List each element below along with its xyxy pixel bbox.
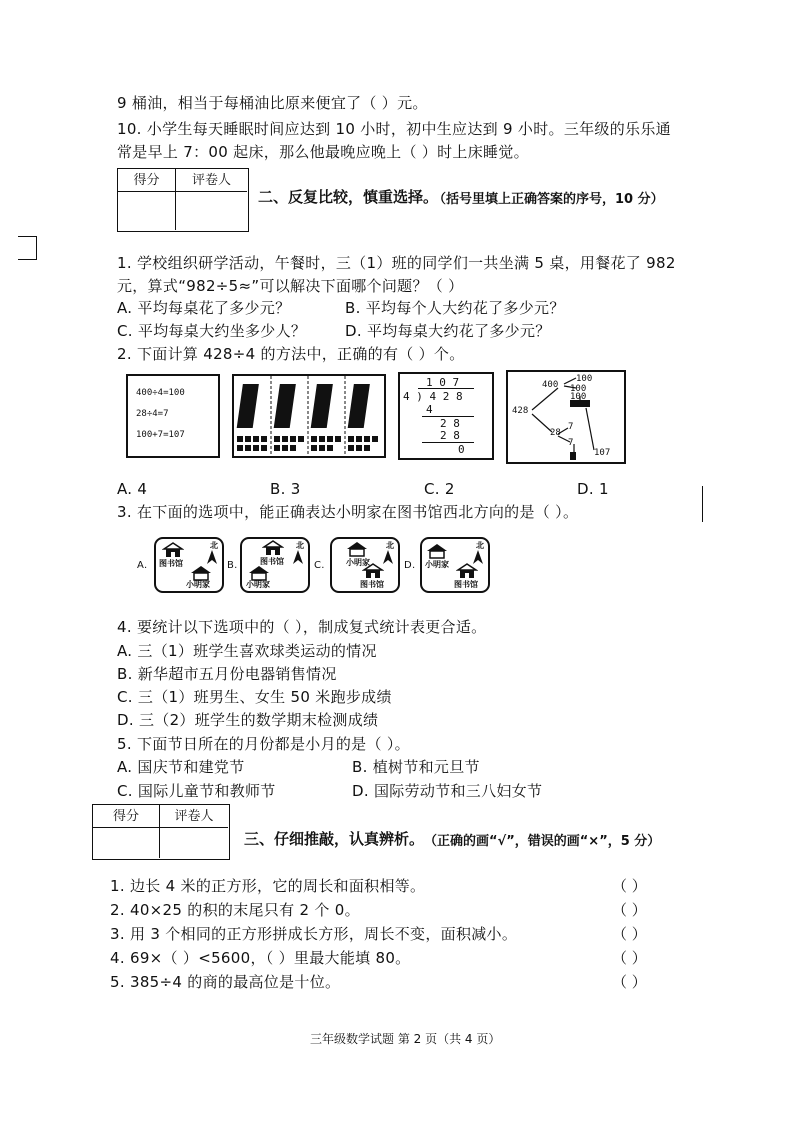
answer-paren-3[interactable]: （ ） (612, 925, 647, 943)
map-option-d[interactable] (420, 537, 490, 593)
box1-line-1: 400÷4=100 (136, 388, 185, 398)
q10-line-2: 常是早上 7：00 起床，那么他最晚应晚上（ ）时上床睡觉。 (117, 143, 529, 161)
division-line-2 (422, 442, 474, 443)
north-label: 北 (386, 541, 394, 550)
north-arrow-icon (293, 550, 303, 564)
score-field[interactable] (93, 828, 160, 858)
q1-option-c: C. 平均每桌大约坐多少人？ (117, 322, 307, 340)
q2-option-b: B. 3 (270, 480, 301, 498)
judge-item-4: 4. 69×（ ）<5600，（ ）里最大能填 80。 (110, 949, 411, 967)
page-footer: 三年级数学试题 第 2 页（共 4 页） (310, 1032, 501, 1046)
tree-100-b: 100 (570, 384, 587, 394)
q1-line-1: 1. 学校组织研学活动，午餐时，三（1）班的同学们一共坐满 5 桌，用餐花了 982 (117, 254, 676, 272)
grader-header: 评卷人 (160, 805, 228, 828)
tree-7-b: 7 (568, 438, 574, 448)
binding-mark (18, 236, 37, 260)
box1-line-2: 28÷4=7 (136, 409, 169, 419)
library-label: 图书馆 (159, 559, 183, 568)
q1-option-a: A. 平均每桌花了多少元？ (117, 299, 291, 317)
north-label: 北 (296, 541, 304, 550)
q2-option-a: A. 4 (117, 480, 148, 498)
box1-line-3: 100+7=107 (136, 430, 185, 440)
q2-option-c: C. 2 (424, 480, 455, 498)
division-step-1: 4 (426, 403, 433, 416)
library-building-icon (362, 563, 384, 579)
q4-option-c: C. 三（1）班男生、女生 50 米跑步成绩 (117, 688, 392, 706)
home-label: 小明家 (346, 558, 370, 567)
library-label: 图书馆 (360, 580, 384, 589)
q3-letter-a: A. (137, 560, 148, 571)
north-label: 北 (476, 541, 484, 550)
method-box-1 (126, 374, 220, 458)
q5-stem: 5. 下面节日所在的月份都是小月的是（ ）。 (117, 735, 410, 753)
answer-paren-5[interactable]: （ ） (612, 973, 647, 991)
method-box-3 (398, 372, 494, 460)
q4-option-d: D. 三（2）班学生的数学期末检测成绩 (117, 711, 379, 729)
home-house-icon (346, 541, 368, 557)
q1-option-b: B. 平均每个人大约花了多少元？ (345, 299, 565, 317)
home-label: 小明家 (186, 580, 210, 589)
score-field[interactable] (118, 192, 176, 230)
judge-item-3: 3. 用 3 个相同的正方形拼成长方形，周长不变，面积减小。 (110, 925, 518, 943)
base-ten-blocks-icon (234, 376, 384, 456)
q5-option-d: D. 国际劳动节和三八妇女节 (352, 782, 543, 800)
q2-stem: 2. 下面计算 428÷4 的方法中，正确的有（ ）个。 (117, 345, 465, 363)
map-option-c[interactable] (330, 537, 400, 593)
q3-letter-d: D. (404, 560, 416, 571)
tree-428: 428 (512, 406, 529, 416)
q5-option-b: B. 植树节和元旦节 (352, 758, 480, 776)
section3-note: （正确的画“√”，错误的画“×”，5 分） (424, 834, 661, 849)
scan-edge-line (702, 486, 703, 522)
north-arrow-icon (383, 550, 393, 564)
score-table-3 (92, 804, 230, 860)
q3-letter-b: B. (227, 560, 238, 571)
tree-100-c: 100 (570, 392, 587, 402)
library-building-icon (456, 563, 478, 579)
home-label: 小明家 (246, 580, 270, 589)
q10-line-1: 10. 小学生每天睡眠时间应达到 10 小时，初中生应达到 9 小时。三年级的乐乐通 (117, 120, 671, 138)
answer-paren-4[interactable]: （ ） (612, 949, 647, 967)
tree-107: 107 (594, 448, 611, 458)
library-label: 图书馆 (260, 557, 284, 566)
score-table-2 (117, 168, 249, 232)
q5-option-a: A. 国庆节和建党节 (117, 758, 245, 776)
q3-letter-c: C. (314, 560, 325, 571)
answer-paren-1[interactable]: （ ） (612, 877, 647, 895)
method-box-2 (232, 374, 386, 458)
judge-item-1: 1. 边长 4 米的正方形，它的周长和面积相等。 (110, 877, 426, 895)
judge-item-2: 2. 40×25 的积的末尾只有 2 个 0。 (110, 901, 360, 919)
division-step-2: 2 8 (440, 417, 460, 430)
q3-stem: 3. 在下面的选项中，能正确表达小明家在图书馆西北方向的是（ ）。 (117, 503, 579, 521)
q4-option-b: B. 新华超市五月份电器销售情况 (117, 665, 337, 683)
q2-option-d: D. 1 (577, 480, 609, 498)
tree-28: 28 (550, 428, 561, 438)
section3-title: 三、仔细推敲，认真辨析。 (244, 830, 425, 848)
division-bar (418, 388, 474, 389)
q4-option-a: A. 三（1）班学生喜欢球类运动的情况 (117, 642, 377, 660)
division-quotient: 1 0 7 (426, 376, 460, 389)
grader-header: 评卷人 (176, 169, 247, 192)
map-option-a[interactable] (154, 537, 224, 593)
section2-note: （括号里填上正确答案的序号，10 分） (433, 192, 664, 207)
score-header: 得分 (93, 805, 160, 828)
library-building-icon (162, 542, 184, 558)
section2-title: 二、反复比较，慎重选择。 (258, 188, 439, 206)
score-header: 得分 (118, 169, 176, 192)
division-setup: 4 ) 4 2 8 (403, 390, 463, 403)
library-building-icon (262, 540, 284, 556)
judge-item-5: 5. 385÷4 的商的最高位是十位。 (110, 973, 341, 991)
q9-line: 9 桶油，相当于每桶油比原来便宜了（ ）元。 (117, 94, 428, 112)
division-remainder: 0 (458, 443, 465, 456)
tree-7-a: 7 (568, 422, 574, 432)
method-box-4 (506, 370, 626, 464)
home-house-icon (426, 543, 448, 559)
home-label: 小明家 (425, 560, 449, 569)
library-label: 图书馆 (454, 580, 478, 589)
map-option-b[interactable] (240, 537, 310, 593)
q1-option-d: D. 平均每桌大约花了多少元？ (345, 322, 551, 340)
north-arrow-icon (207, 550, 217, 564)
north-arrow-icon (473, 550, 483, 564)
q1-line-2: 元，算式“982÷5≈”可以解决下面哪个问题？（ ） (117, 277, 464, 295)
tree-100-a: 100 (576, 374, 593, 384)
q5-option-c: C. 国际儿童节和教师节 (117, 782, 276, 800)
north-label: 北 (210, 541, 218, 550)
q4-stem: 4. 要统计以下选项中的（ ），制成复式统计表更合适。 (117, 618, 487, 636)
tree-400: 400 (542, 380, 559, 390)
division-step-3: 2 8 (440, 429, 460, 442)
answer-paren-2[interactable]: （ ） (612, 901, 647, 919)
